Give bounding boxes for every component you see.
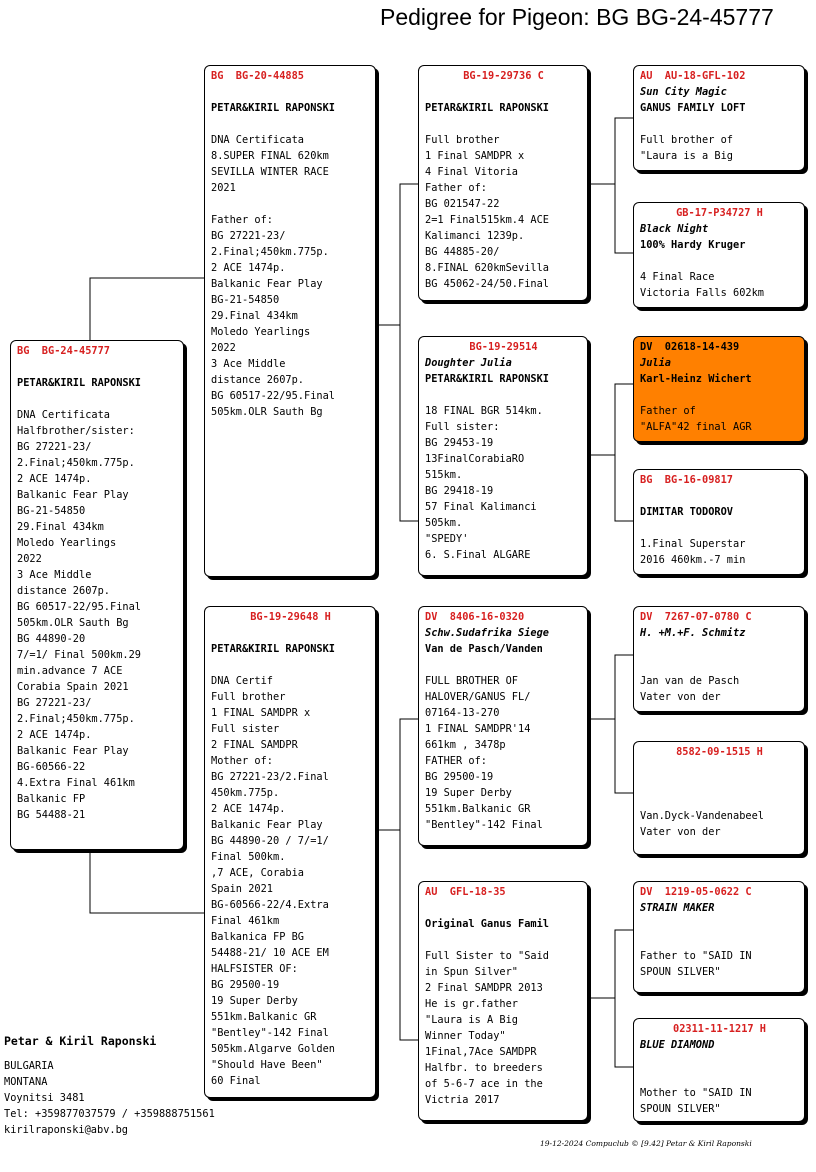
- note-line: 450km.775p.: [211, 787, 280, 799]
- pigeon-card-dds[interactable]: [633, 881, 805, 993]
- pigeon-name: Black Night: [640, 223, 709, 235]
- pigeon-notes: [640, 808, 799, 840]
- ring-number: BG BG-20-44885: [211, 70, 304, 82]
- ring-number: BG BG-24-45777: [17, 345, 110, 357]
- owner-name: PETAR&KIRIL RAPONSKI: [211, 102, 335, 114]
- note-line: 551km.Balkanic GR: [425, 803, 531, 815]
- note-line: FULL BROTHER OF: [425, 675, 518, 687]
- note-line: Spain 2021: [211, 883, 273, 895]
- breeder-country: BULGARIA: [4, 1060, 54, 1072]
- breeder-email: kirilraponski@abv.bg: [4, 1124, 128, 1136]
- pigeon-notes: [640, 269, 799, 301]
- note-line: 19 Super Derby: [425, 787, 512, 799]
- note-line: "Bentley"-142 Final: [425, 819, 543, 831]
- page-title: Pedigree for Pigeon: BG BG-24-45777: [380, 4, 774, 30]
- pigeon-card-ssd[interactable]: [633, 202, 805, 308]
- note-line: "SPEDY': [425, 533, 469, 545]
- note-line: Halfbrother/sister:: [17, 425, 135, 437]
- note-line: Balkanic FP: [17, 793, 86, 805]
- ring-number: 8582-09-1515 H: [676, 746, 763, 758]
- note-line: SEVILLA WINTER RACE: [211, 166, 329, 178]
- note-line: 13FinalCorabiaRO: [425, 453, 525, 465]
- note-line: Balkanic Fear Play: [211, 278, 323, 290]
- note-line: 4.Extra Final 461km: [17, 777, 135, 789]
- note-line: Vater von der: [640, 691, 721, 703]
- note-line: Mother of:: [211, 755, 273, 767]
- note-line: 6. S.Final ALGARE: [425, 549, 531, 561]
- note-line: Halfbr. to breeders: [425, 1062, 543, 1074]
- breeder-name: Petar & Kiril Raponski: [4, 1034, 157, 1048]
- note-line: 551km.Balkanic GR: [211, 1011, 317, 1023]
- note-line: BG 29418-19: [425, 485, 494, 497]
- note-line: Kalimanci 1239p.: [425, 230, 525, 242]
- pigeon-notes: [425, 673, 582, 833]
- note-line: 2022: [17, 553, 42, 565]
- pigeon-card-sire-dam[interactable]: [418, 336, 588, 576]
- note-line: "Laura is a Big: [640, 150, 733, 162]
- pigeon-notes: [211, 673, 370, 1089]
- note-line: BG 27221-23/: [17, 697, 92, 709]
- note-line: 2 ACE 1474p.: [211, 262, 286, 274]
- note-line: 3 Ace Middle: [17, 569, 92, 581]
- note-line: distance 2607p.: [17, 585, 110, 597]
- ring-number: BG-19-29736 C: [463, 70, 544, 82]
- ring-number: 02311-11-1217 H: [673, 1023, 766, 1035]
- note-line: SPOUN SILVER": [640, 1103, 721, 1115]
- ring-number: AU AU-18-GFL-102: [640, 70, 746, 82]
- note-line: 2 Final SAMDPR 2013: [425, 982, 543, 994]
- pigeon-notes: [640, 1085, 799, 1117]
- note-line: 2021: [211, 182, 236, 194]
- note-line: 29.Final 434km: [211, 310, 298, 322]
- owner-name: Original Ganus Famil: [425, 918, 549, 930]
- ring-number: DV 8406-16-0320: [425, 611, 525, 623]
- breeder-region: MONTANA: [4, 1076, 48, 1088]
- note-line: 3 Ace Middle: [211, 358, 286, 370]
- note-line: [211, 196, 370, 212]
- owner-name: GANUS FAMILY LOFT: [640, 102, 746, 114]
- pigeon-card-dam[interactable]: [204, 606, 376, 1098]
- note-line: Full brother: [425, 134, 500, 146]
- note-line: Full brother of: [640, 134, 733, 146]
- note-line: Vater von der: [640, 826, 721, 838]
- ring-number: GB-17-P34727 H: [676, 207, 763, 219]
- note-line: 1Final,7Ace SAMDPR: [425, 1046, 537, 1058]
- pigeon-notes: [425, 948, 582, 1108]
- note-line: Balkanic Fear Play: [17, 489, 129, 501]
- note-line: 57 Final Kalimanci: [425, 501, 537, 513]
- note-line: Final 500km.: [211, 851, 286, 863]
- note-line: Father of:: [211, 214, 273, 226]
- note-line: 4 Final Race: [640, 271, 715, 283]
- note-line: 7/=1/ Final 500km.29: [17, 649, 141, 661]
- note-line: BG 60517-22/95.Final: [211, 390, 335, 402]
- pigeon-notes: [17, 407, 178, 823]
- note-line: 515km.: [425, 469, 463, 481]
- note-line: 8.SUPER FINAL 620km: [211, 150, 329, 162]
- ring-number: DV 7267-07-0780 C: [640, 611, 752, 623]
- note-line: 2016 460km.-7 min: [640, 554, 746, 566]
- owner-name: PETAR&KIRIL RAPONSKI: [17, 377, 141, 389]
- note-line: Winner Today": [425, 1030, 506, 1042]
- pigeon-notes: [425, 403, 582, 563]
- note-line: BG-21-54850: [17, 505, 86, 517]
- note-line: Balkanic Fear Play: [211, 819, 323, 831]
- note-line: 1 FINAL SAMDPR'14: [425, 723, 531, 735]
- note-line: 54488-21/ 10 ACE EM: [211, 947, 329, 959]
- note-line: 505km.OLR Sauth Bg: [17, 617, 129, 629]
- note-line: Full Sister to "Said: [425, 950, 549, 962]
- note-line: Full brother: [211, 691, 286, 703]
- note-line: Mother to "SAID IN: [640, 1087, 752, 1099]
- note-line: 505km.OLR Sauth Bg: [211, 406, 323, 418]
- pigeon-notes: [640, 132, 799, 164]
- note-line: of 5-6-7 ace in the: [425, 1078, 543, 1090]
- note-line: 1 FINAL SAMDPR x: [211, 707, 311, 719]
- note-line: 29.Final 434km: [17, 521, 104, 533]
- note-line: 2 ACE 1474p.: [17, 729, 92, 741]
- pigeon-name: BLUE DIAMOND: [640, 1039, 715, 1051]
- ring-number: BG-19-29514: [469, 341, 538, 353]
- note-line: HALFSISTER OF:: [211, 963, 298, 975]
- note-line: min.advance 7 ACE: [17, 665, 123, 677]
- note-line: Victoria Falls 602km: [640, 287, 764, 299]
- note-line: BG 44890-20 / 7/=1/: [211, 835, 329, 847]
- breeder-town: Voynitsi 3481: [4, 1092, 85, 1104]
- pigeon-notes: [640, 403, 799, 435]
- ring-number: DV 02618-14-439: [640, 341, 740, 353]
- pigeon-card-ddd[interactable]: [633, 1018, 805, 1122]
- note-line: 8.FINAL 620kmSevilla: [425, 262, 549, 274]
- pigeon-card-dsd[interactable]: [633, 741, 805, 855]
- note-line: Moledo Yearlings: [211, 326, 311, 338]
- print-stamp: 19-12-2024 Compuclub © [9.42] Petar & Kiril Raponski: [540, 1139, 752, 1148]
- note-line: BG 45062-24/50.Final: [425, 278, 549, 290]
- note-line: Moledo Yearlings: [17, 537, 117, 549]
- note-line: Father of:: [425, 182, 487, 194]
- note-line: "ALFA"42 final AGR: [640, 421, 752, 433]
- owner-name: DIMITAR TODOROV: [640, 506, 733, 518]
- note-line: BG 60517-22/95.Final: [17, 601, 141, 613]
- owner-name: Karl-Heinz Wichert: [640, 373, 752, 385]
- note-line: SPOUN SILVER": [640, 966, 721, 978]
- note-line: DNA Certificata: [17, 409, 110, 421]
- pigeon-name: H. +M.+F. Schmitz: [640, 627, 746, 639]
- note-line: Father to "SAID IN: [640, 950, 752, 962]
- note-line: ,7 ACE, Corabia: [211, 867, 304, 879]
- note-line: Father of: [640, 405, 696, 417]
- pigeon-card-dss[interactable]: [633, 606, 805, 712]
- note-line: in Spun Silver": [425, 966, 518, 978]
- pigeon-notes: [640, 536, 799, 568]
- note-line: BG-60566-22: [17, 761, 86, 773]
- note-line: Full sister: [211, 723, 280, 735]
- note-line: 4 Final Vitoria: [425, 166, 518, 178]
- note-line: BG-21-54850: [211, 294, 280, 306]
- note-line: Full sister:: [425, 421, 500, 433]
- breeder-phone: Tel: +359877037579 / +359888751561: [4, 1108, 215, 1120]
- note-line: distance 2607p.: [211, 374, 304, 386]
- owner-name: Van de Pasch/Vanden: [425, 643, 543, 655]
- note-line: 2.Final;450km.775p.: [17, 457, 135, 469]
- pigeon-name: Doughter Julia: [425, 357, 512, 369]
- note-line: 60 Final: [211, 1075, 261, 1087]
- note-line: BG 54488-21: [17, 809, 86, 821]
- pigeon-name: Julia: [640, 357, 671, 369]
- note-line: 1.Final Superstar: [640, 538, 746, 550]
- note-line: HALOVER/GANUS FL/: [425, 691, 531, 703]
- note-line: Van.Dyck-Vandenabeel: [640, 810, 764, 822]
- note-line: 1 Final SAMDPR x: [425, 150, 525, 162]
- note-line: 2 ACE 1474p.: [17, 473, 92, 485]
- note-line: Victria 2017: [425, 1094, 500, 1106]
- note-line: Final 461km: [211, 915, 280, 927]
- note-line: Balkanic Fear Play: [17, 745, 129, 757]
- pigeon-notes: [640, 948, 799, 980]
- pigeon-notes: [211, 132, 370, 420]
- note-line: 2 FINAL SAMDPR: [211, 739, 298, 751]
- pigeon-card-sdd[interactable]: [633, 469, 805, 575]
- pigeon-name: STRAIN MAKER: [640, 902, 715, 914]
- note-line: BG 44885-20/: [425, 246, 500, 258]
- ring-number: DV 1219-05-0622 C: [640, 886, 752, 898]
- note-line: Jan van de Pasch: [640, 675, 740, 687]
- note-line: 505km.: [425, 517, 463, 529]
- note-line: 19 Super Derby: [211, 995, 298, 1007]
- note-line: "Laura is A Big: [425, 1014, 518, 1026]
- note-line: "Bentley"-142 Final: [211, 1027, 329, 1039]
- note-line: BG 27221-23/2.Final: [211, 771, 329, 783]
- owner-name: PETAR&KIRIL RAPONSKI: [211, 643, 335, 655]
- pigeon-card-subject[interactable]: [10, 340, 184, 850]
- note-line: 2022: [211, 342, 236, 354]
- ring-number: AU GFL-18-35: [425, 886, 506, 898]
- owner-name: 100% Hardy Kruger: [640, 239, 746, 251]
- note-line: BG 27221-23/: [17, 441, 92, 453]
- note-line: BG 29453-19: [425, 437, 494, 449]
- note-line: 2=1 Final515km.4 ACE: [425, 214, 549, 226]
- note-line: BG-60566-22/4.Extra: [211, 899, 329, 911]
- note-line: Balkanica FP BG: [211, 931, 304, 943]
- note-line: 661km , 3478p: [425, 739, 506, 751]
- note-line: DNA Certif: [211, 675, 273, 687]
- ring-number: BG BG-16-09817: [640, 474, 733, 486]
- note-line: 07164-13-270: [425, 707, 500, 719]
- note-line: BG 29500-19: [425, 771, 494, 783]
- note-line: 2 ACE 1474p.: [211, 803, 286, 815]
- pigeon-notes: [425, 132, 582, 292]
- note-line: BG 44890-20: [17, 633, 86, 645]
- pigeon-notes: [640, 673, 799, 705]
- note-line: BG 021547-22: [425, 198, 500, 210]
- pigeon-card-sire[interactable]: [204, 65, 376, 577]
- note-line: He is gr.father: [425, 998, 518, 1010]
- pigeon-card-sds[interactable]: [633, 336, 805, 442]
- note-line: DNA Certificata: [211, 134, 304, 146]
- owner-name: PETAR&KIRIL RAPONSKI: [425, 102, 549, 114]
- ring-number: BG-19-29648 H: [250, 611, 331, 623]
- note-line: 2.Final;450km.775p.: [17, 713, 135, 725]
- owner-name: PETAR&KIRIL RAPONSKI: [425, 373, 549, 385]
- note-line: "Should Have Been": [211, 1059, 323, 1071]
- note-line: Corabia Spain 2021: [17, 681, 129, 693]
- note-line: 505km.Algarve Golden: [211, 1043, 335, 1055]
- note-line: 2.Final;450km.775p.: [211, 246, 329, 258]
- pigeon-card-sire-sire[interactable]: [418, 65, 588, 301]
- pigeon-card-sss[interactable]: [633, 65, 805, 171]
- note-line: FATHER of:: [425, 755, 487, 767]
- pigeon-card-dam-dam[interactable]: [418, 881, 588, 1121]
- pigeon-name: Sun City Magic: [640, 86, 727, 98]
- note-line: 18 FINAL BGR 514km.: [425, 405, 543, 417]
- pigeon-card-dam-sire[interactable]: [418, 606, 588, 846]
- note-line: BG 29500-19: [211, 979, 280, 991]
- note-line: BG 27221-23/: [211, 230, 286, 242]
- pigeon-name: Schw.Sudafrika Siege: [425, 627, 549, 639]
